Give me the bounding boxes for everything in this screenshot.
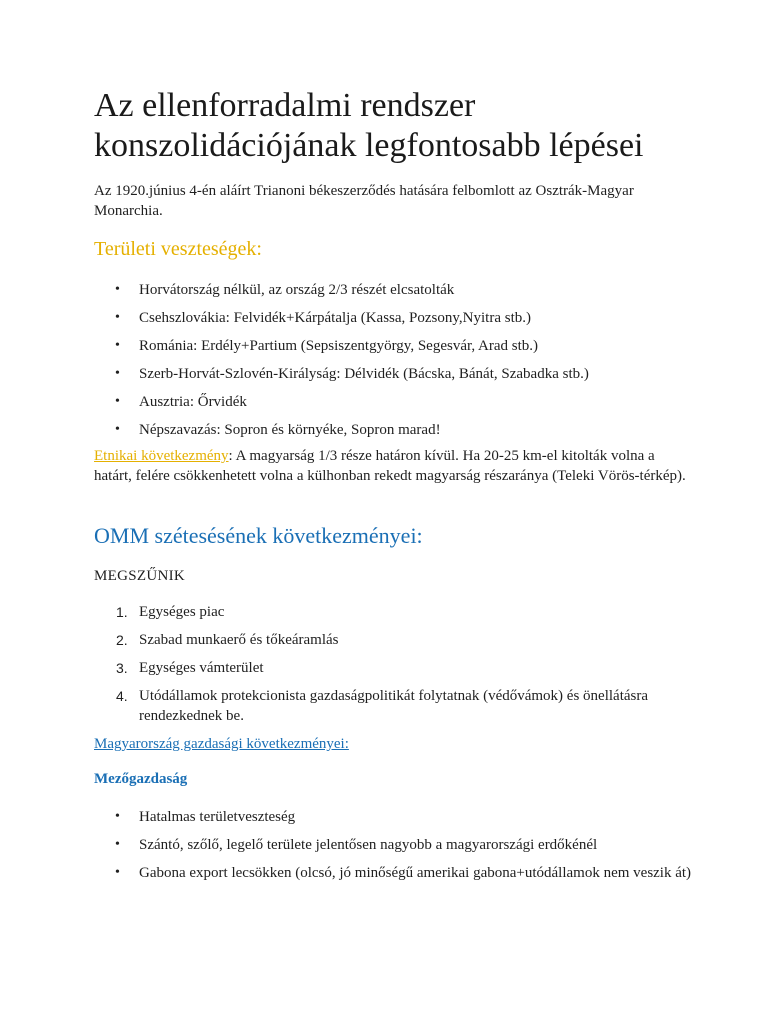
ethnic-consequence-link[interactable]: Etnikai következmény (94, 448, 229, 464)
omm-consequences-list (94, 602, 694, 734)
list-number: 4. (116, 688, 128, 704)
list-item-text: Utódállamok protekcionista gazdaságpolitikát folytatnak (védővámok) és önellátásra rendezkednek be. (139, 688, 649, 724)
list-number: 2. (116, 632, 128, 648)
list-item: • Ausztria: Őrvidék (94, 392, 714, 412)
agriculture-list (94, 807, 714, 891)
list-item-text: Szabad munkaerő és tőkeáramlás (139, 632, 339, 648)
intro-paragraph: Az 1920.június 4-én aláírt Trianoni békeszerződés hatására felbomlott az Osztrák-Magyar Monarchia. (94, 183, 634, 219)
economic-consequences-link[interactable]: Magyarország gazdasági következményei: (94, 736, 349, 752)
list-item (94, 686, 694, 726)
territorial-losses-list (94, 280, 714, 448)
list-item: • Horvátország nélkül, az ország 2/3 részét elcsatolták (94, 280, 714, 300)
heading-agriculture: Mezőgazdaság (94, 771, 188, 787)
list-item (94, 658, 694, 678)
heading-omm-consequences: OMM szétesésének következményei: (94, 523, 423, 548)
list-number: 3. (116, 660, 128, 676)
ethnic-consequence-paragraph (94, 446, 694, 486)
list-item: • Románia: Erdély+Partium (Sepsiszentgyörgy, Segesvár, Arad stb.) (94, 336, 714, 356)
list-item-text: Egységes vámterület (139, 660, 264, 676)
list-item: • Szántó, szőlő, legelő területe jelentősen nagyobb a magyarországi erdőkénél (94, 835, 714, 855)
list-number: 1. (116, 604, 128, 620)
megszunik-label: MEGSZŰNIK (94, 568, 186, 584)
heading-territorial-losses: Területi veszteségek: (94, 238, 262, 260)
list-item: • Hatalmas területveszteség (94, 807, 714, 827)
list-item: • Szerb-Horvát-Szlovén-Királyság: Délvidék (Bácska, Bánát, Szabadka stb.) (94, 364, 714, 384)
list-item: • Gabona export lecsökken (olcsó, jó minőségű amerikai gabona+utódállamok nem veszik át) (94, 863, 714, 883)
list-item (94, 630, 694, 650)
list-item-text: Egységes piac (139, 604, 225, 620)
list-item (94, 602, 694, 622)
list-item: • Csehszlovákia: Felvidék+Kárpátalja (Kassa, Pozsony,Nyitra stb.) (94, 308, 714, 328)
ethnic-consequence-text: : A magyarság 1/3 része határon kívül. Ha 20-25 km-el kitolták volna a határt, felére csökkenhetett volna a külhonban rekedt magyarság részaránya (Teleki Vörös-térkép). (94, 448, 686, 484)
list-item: • Népszavazás: Sopron és környéke, Sopron marad! (94, 420, 714, 440)
document-title: Az ellenforradalmi rendszer konszolidációjának legfontosabb lépései (94, 87, 644, 164)
economic-consequences-paragraph (94, 734, 349, 754)
